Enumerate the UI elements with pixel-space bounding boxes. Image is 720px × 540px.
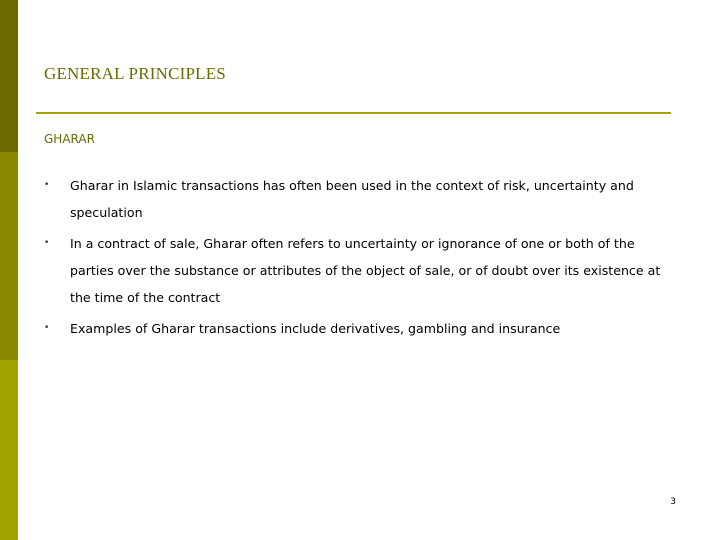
bullet-text: Gharar in Islamic transactions has often been used in the context of risk, uncertainty and speculation [70,178,634,220]
bullet-icon: • [44,238,50,248]
bar-segment-dark [0,0,18,152]
bullet-list [44,172,674,346]
slide-title: GENERAL PRINCIPLES [44,64,226,83]
bullet-item [44,230,674,311]
bullet-icon: • [44,180,50,190]
bullet-item [44,172,674,226]
bullet-icon: • [44,323,50,333]
page-number: 3 [670,497,676,507]
bullet-text: Examples of Gharar transactions include derivatives, gambling and insurance [70,321,561,336]
title-divider [36,112,671,114]
bullet-item [44,315,674,342]
section-heading: GHARAR [44,132,95,146]
bar-segment-light [0,360,18,540]
left-decorative-bar [0,0,18,540]
bar-segment-mid [0,152,18,360]
bullet-text: In a contract of sale, Gharar often refers to uncertainty or ignorance of one or both of the parties over the substance or attributes of the object of sale, or of doubt over its existence at the time of the contract [70,236,661,305]
